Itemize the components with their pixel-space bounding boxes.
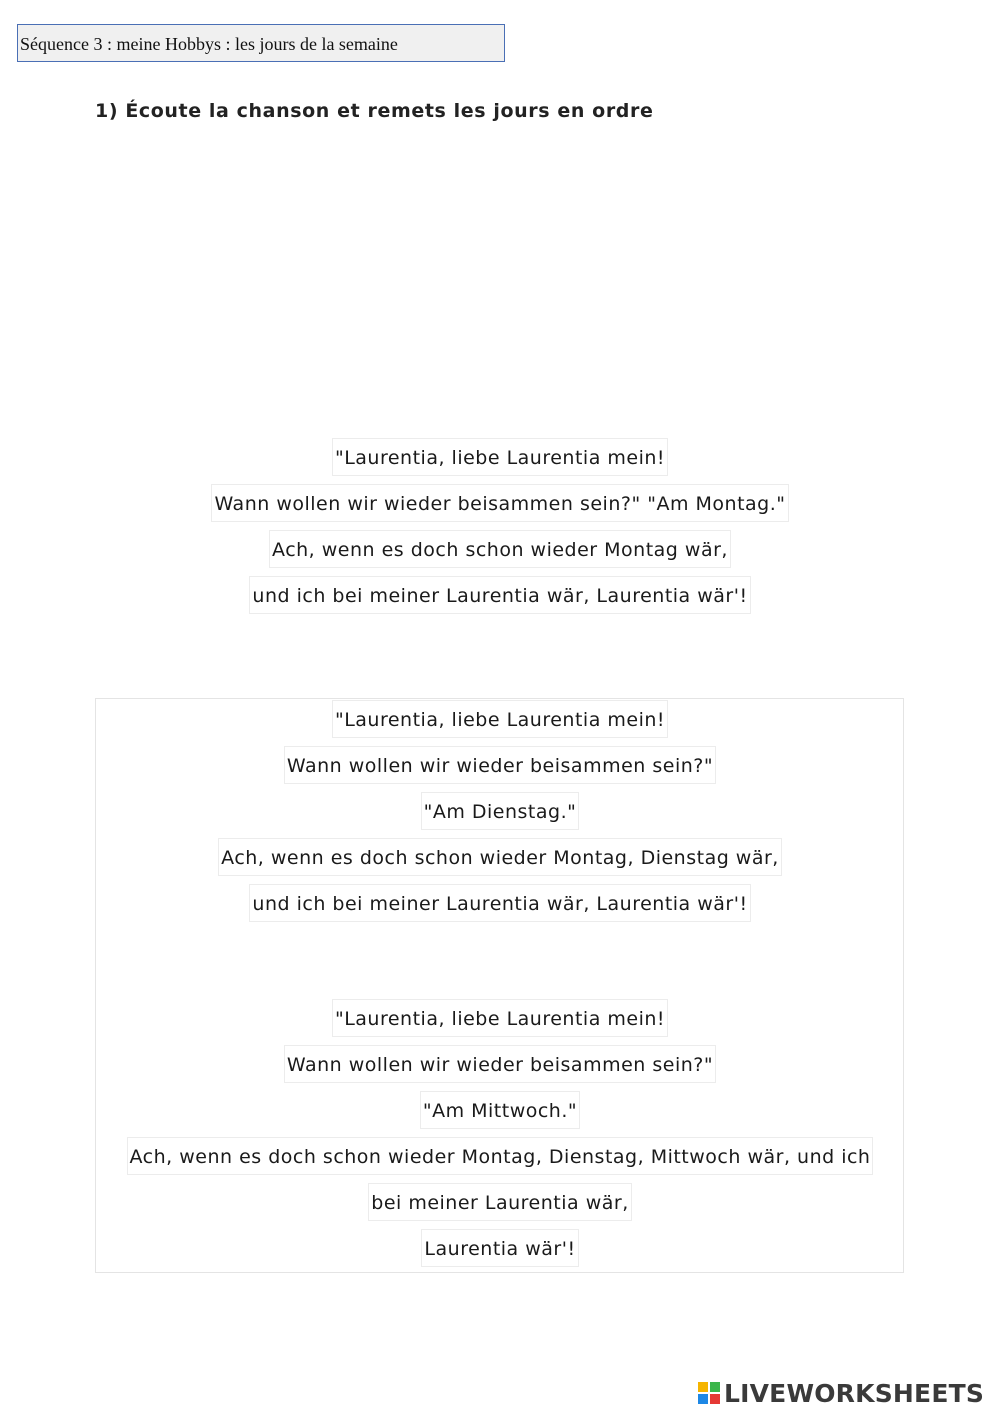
logo-squares-icon [698, 1382, 720, 1404]
logo-square-green [710, 1382, 720, 1392]
lyric-line-row [0, 576, 1000, 614]
logo-square-red [710, 1394, 720, 1404]
lyric-line-row [0, 1137, 1000, 1175]
logo-square-blue [698, 1394, 708, 1404]
draggable-line-10[interactable]: "Laurentia, liebe Laurentia mein! [332, 999, 668, 1037]
lyric-line-row [0, 1045, 1000, 1083]
lyric-line-row [0, 530, 1000, 568]
draggable-line-6[interactable]: Wann wollen wir wieder beisammen sein?" [284, 746, 716, 784]
page-title: Séquence 3 : meine Hobbys : les jours de la semaine [17, 24, 505, 62]
lyric-line-row [0, 746, 1000, 784]
draggable-line-2[interactable]: Wann wollen wir wieder beisammen sein?" "Am Montag." [211, 484, 788, 522]
draggable-line-13[interactable]: Ach, wenn es doch schon wieder Montag, Dienstag, Mittwoch wär, und ich [127, 1137, 874, 1175]
draggable-line-12[interactable]: "Am Mittwoch." [420, 1091, 580, 1129]
logo-wordmark: LIVEWORKSHEETS [724, 1378, 985, 1408]
draggable-line-1[interactable]: "Laurentia, liebe Laurentia mein! [332, 438, 668, 476]
lyric-line-row [0, 1229, 1000, 1267]
lyric-line-row [0, 838, 1000, 876]
lyric-line-row [0, 1183, 1000, 1221]
draggable-line-8[interactable]: Ach, wenn es doch schon wieder Montag, Dienstag wär, [218, 838, 782, 876]
lyric-line-row [0, 484, 1000, 522]
lyric-line-row [0, 792, 1000, 830]
instruction-heading: 1) Écoute la chanson et remets les jours en ordre [95, 100, 654, 122]
lyric-line-row [0, 700, 1000, 738]
draggable-line-5[interactable]: "Laurentia, liebe Laurentia mein! [332, 700, 668, 738]
lyric-line-row [0, 999, 1000, 1037]
draggable-line-9[interactable]: und ich bei meiner Laurentia wär, Laurentia wär'! [249, 884, 750, 922]
draggable-line-11[interactable]: Wann wollen wir wieder beisammen sein?" [284, 1045, 716, 1083]
liveworksheets-logo [698, 1378, 984, 1408]
draggable-line-14[interactable]: bei meiner Laurentia wär, [368, 1183, 631, 1221]
lyric-line-row [0, 884, 1000, 922]
lyric-line-row [0, 438, 1000, 476]
draggable-line-7[interactable]: "Am Dienstag." [421, 792, 580, 830]
draggable-line-4[interactable]: und ich bei meiner Laurentia wär, Laurentia wär'! [249, 576, 750, 614]
draggable-line-3[interactable]: Ach, wenn es doch schon wieder Montag wär, [269, 530, 731, 568]
lyric-line-row [0, 1091, 1000, 1129]
draggable-line-15[interactable]: Laurentia wär'! [421, 1229, 578, 1267]
logo-square-yellow [698, 1382, 708, 1392]
